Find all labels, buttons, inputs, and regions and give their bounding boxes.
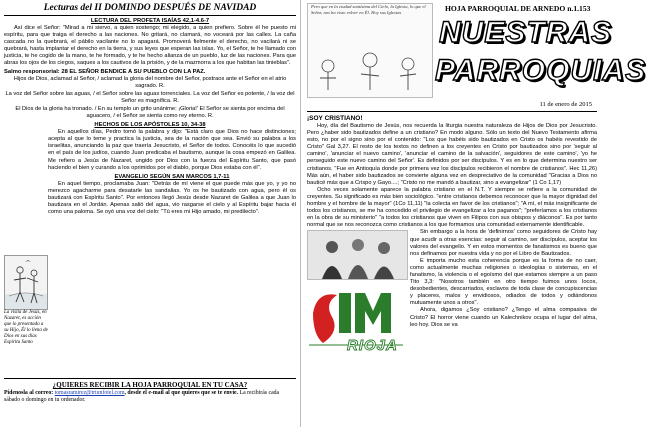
article-paragraph-2: Ocho veces solamente aparece la palabra cristiano en el N.T. Y siempre se refiere a la comunidad de creyentes. Su significado es más bien sociológico. "entre cristianos debemos reconocer que la mayor dignidad del hombre y el hombre de la mayor" (1Co 11,11) "la colecta en favor de los cristianos"; "A mí, el más insignificante de todos los cristianos, se me ha concedido el privilegio de evangelizar a los paganos"; "preferíamos a los cristianos en la obra de su ministerio" "a todos los cristianos que viven en Filipos con sus obispos y diáconos". Es por tanto normal que se nos reconozca como cristianos a los que formamos una comunidad externamente identificable. [307, 186, 597, 229]
psalm-stanza-2: La voz del Señor sobre las aguas, / el Señor sobre las aguas torrenciales. La voz del Señor es potente, / la voz del Señor es magnífica. R. [5, 90, 295, 104]
right-page [301, 0, 646, 427]
bulletin-issue-label: HOJA PARROQUIAL DE ARNEDO n.1.153 [445, 4, 591, 13]
bulletin-header [307, 0, 646, 113]
acts-reading-title: HECHOS DE LOS APÓSTOLES 10, 34-38 [94, 122, 206, 129]
subscribe-text [4, 390, 296, 404]
article-paragraph-4: E importa mucho esta coherencia porque es la forma de no caer, como actualmente muchas religiones o ideologías o sistemas, en el fanatismo, la violencia o el egoísmo del que estamos siempre a un paso Tito 3,3: "Nosotros también en otro tiempo fuimos unos locos, desobedientes, descarriados, esclavos de toda clase de concupiscencias y placeres, malos y envidiosos, odiados de todos y odiándonos mutuamente unos a otros". [410, 257, 597, 307]
subscribe-footer [4, 378, 296, 404]
group-photo [307, 230, 408, 280]
gospel-text: En aquel tiempo, proclamaba Juan: "Detrás de mí viene el que puede más que yo, y yo no merezco agacharme para desatarle las sandalias. Yo os he bautizado con agua, pero él os bautizará con Espíritu Santo". Por entonces llegó Jesús desde Nazaret de Galilea a que Juan lo bautizara en el Jordán. Apenas salió del agua, vio rasgarse el cielo y al Espíritu bajar hacia él como una paloma. Se oyó una voz del cielo: "Tú eres mi Hijo amado, mi predilecto". [48, 180, 296, 216]
prophet-reading-title: LECTURA DEL PROFETA ISAÍAS 42,1-4.6-7 [90, 18, 210, 24]
article-title: ¡SOY CRISTIANO! [307, 115, 363, 122]
brand-title-line2: PARROQUIAS [435, 54, 646, 87]
header-divider [307, 111, 597, 112]
subscribe-email-link[interactable]: tomasramirez@triunfotel.com [54, 390, 125, 396]
issue-date: 11 de enero de 2015 [539, 101, 592, 108]
subscribe-middle: , desde el e-mail al que quieres que se te envíe. [124, 390, 239, 396]
readings-masthead: Lecturas del II DOMINDO DESPUÉS DE NAVIDAD [43, 3, 257, 13]
psalm-stanza-1: Hijos de Dios, aclamad al Señor, / aclamad la gloria del nombre del Señor, postraos ante el Señor en el atrio sagrado. R. [13, 75, 287, 89]
psalm-stanza-3: El Dios de la gloria ha tronado. / En su templo un grito unánime: ¡Gloria!' El Señor se sienta por encima del aguacero, / el Señor se sienta como rey eterno. R. [15, 105, 285, 120]
subscribe-rest: La recibirás cada sábado o domingo en tu ordenador. [4, 390, 280, 403]
gospel-title: EVANGELIO SEGÚN SAN MARCOS 1,7-11 [114, 173, 230, 180]
baptism-illustration [4, 255, 48, 310]
header-cartoon [307, 3, 433, 98]
article-lower-block [307, 229, 597, 355]
brand-title-line1: NUESTRAS [439, 16, 613, 49]
article-lower-text [410, 229, 597, 328]
illustration-caption: La visita de Jesús, en Nazaret, es acción que lo presentado a su Hijo, Él lo llena de Dios en sus días Espíritu Santo [4, 310, 48, 346]
logo-rioja-text: RIOJA [347, 337, 398, 355]
subscribe-prefix: Pídenosla al correo: [4, 390, 54, 396]
somos-iglesia-logo [307, 287, 405, 360]
acts-reading-text: En aquellos días, Pedro tomó la palabra y dijo: "Está claro que Dios no hace distinciones; acepta al que lo teme y practica la justicia, sea de la nación que sea. Envió su palabra a los israelitas, anunciando la paz que traería Jesucristo, el Señor de todos. Conocéis lo que sucedió en el país de los judíos, cuando Juan predicaba el bautismo, aunque la cosa empezó en Galilea. Me refiero a Jesús de Nazaret, ungido por Dios con la fuerza del Espíritu Santo, que pasó haciendo el bien y curando a los oprimidos por el diablo, porque Dios estaba con él". [48, 129, 296, 171]
article-paragraph-1: Hoy, día del Bautismo de Jesús, nos recuerda la liturgia nuestra naturaleza de Hijos de Dios por Jesucristo. Pero ¿haber sido bautizados define a un cristiano? En modo alguno. Sólo un texto del Nuevo Testamento afirma esto, no por el signo sino por el contenido: "Los que habéis sido bautizados en Cristo os habéis revestido de Cristo" Gal 3,27. El resto de los textos no definen a los creyentes en Cristo por bautizados sino por 'seguir al camino', 'anunciar el nuevo camino', 'anunciar el camino de la salvación', seguidores de este camino', 'yo he perseguido este nuevo camino del Señor'. Es definidos por ser discípulos. Y es en lo que determina nuestro ser cristianos. "Fue en Antioquía donde por primera vez los discípulos recibieron el nombre de cristianos". Hec 11,26) Más aún, el haber sido bautizados se convierte alguna vez en despreciativo de la comunidad "Gracias a Dios no bauticé más que a Crispo y Gayo....; "Cristo no me mandó a bautizar, sino a evangelizar" (1 Co 1,17) [307, 123, 597, 186]
acts-gospel-text [48, 129, 296, 216]
article-paragraph-5: Ahora, digamos ¿Soy cristiano? ¿Tengo el alma compasiva de Cristo? El horror viene cuando un Kalechnikov ocupa el lugar del alma, leo hoy. Dios se va [410, 307, 597, 328]
masthead-divider [4, 15, 296, 16]
header-note: Pero que en la ciudad santísima del Cielo, la Iglesia, lo que el Señor, nos ha visto volver en Él. Hoy sus Iglesias [311, 4, 426, 15]
article-paragraph-3: Sin embargo a la hora de 'definirnos' como seguidores de Cristo hay que acudir a otras esencias: seguir al camino, ser discípulos, aceptar los valores del evangelio. Y en estos momentos de fanatismos es bueno que nos definamos por nuestra vida y no por el Libro de Bautizados. [410, 229, 597, 257]
prophet-reading-text: Así dice el Señor: "Mirad a mi siervo, a quien sostengo; mi elegido, a quien prefiero. Sobre él he puesto mi espíritu, para que traiga el derecho a las naciones. No gritará, no clamará, no voceará por las calles. La caña cascada no la quebrará, el pábilo vacilante no lo apagará. Promoverá fielmente el derecho, no vacilará ni se quebrará, hasta implantar el derecho en la tierra, y sus leyes que esperan las islas. Yo, el Señor, te he llamado con justicia, te he cogido de la mano, te he formado, y te he hecho alianza de un pueblo, luz de las naciones. Para que abras los ojos de los ciegos, saques a los cautivos de la prisión, y de la mazmorra a los que habitan las tinieblas". [4, 25, 296, 67]
left-page [0, 0, 300, 427]
psalm-title: Salmo responsorial: 28 EL SEÑOR BENDICE A SU PUEBLO CON LA PAZ. [4, 68, 206, 75]
subscribe-title: ¿QUIERES RECIBIR LA HOJA PARROQUIAL EN TU CASA? [52, 381, 248, 389]
acts-gospel-block [4, 129, 296, 346]
